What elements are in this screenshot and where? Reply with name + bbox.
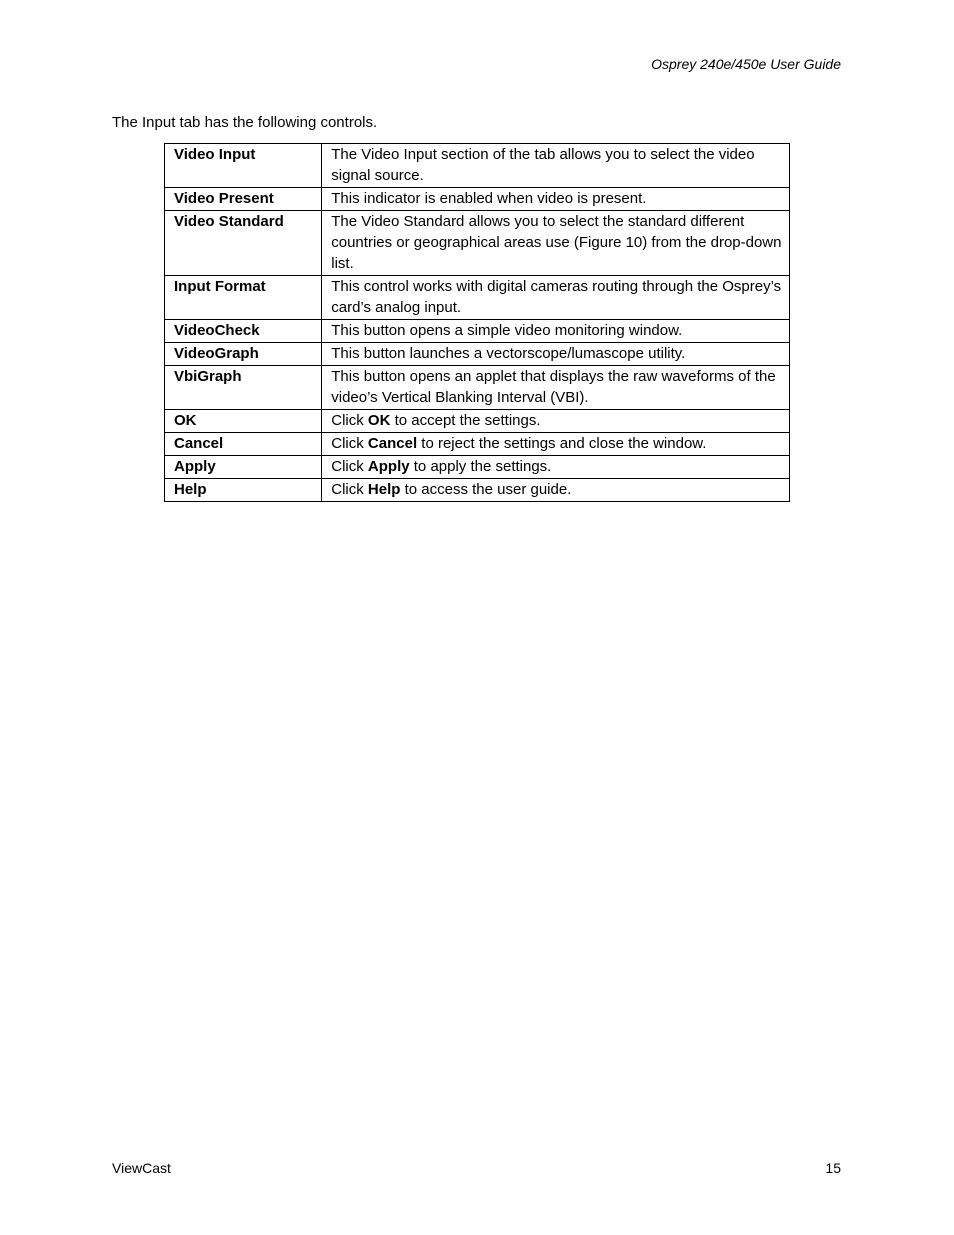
control-description [322, 276, 790, 320]
control-description [322, 211, 790, 276]
table-row [165, 366, 790, 410]
description-text: The Video Standard allows you to select the standard different countries or geographical areas use (Figure 10) from the drop-down list. [331, 213, 782, 272]
control-name: Video Standard [165, 211, 322, 276]
control-name: Help [165, 479, 322, 502]
description-text: Click [331, 435, 368, 452]
description-text: Click [331, 412, 368, 429]
control-name: OK [165, 410, 322, 433]
description-bold-term: Help [367, 481, 401, 498]
table-row [165, 320, 790, 343]
description-text: This button opens a simple video monitoring window. [331, 322, 683, 339]
control-name: Apply [165, 456, 322, 479]
description-text-end: to apply the settings. [409, 458, 552, 475]
control-name: Video Present [165, 188, 322, 211]
table-row [165, 433, 790, 456]
control-description [322, 433, 790, 456]
description-text: This control works with digital cameras routing through the Osprey’s card’s analog input. [331, 278, 782, 316]
intro-paragraph: The Input tab has the following controls. [112, 114, 378, 131]
description-text-end: to access the user guide. [400, 481, 572, 498]
control-description [322, 343, 790, 366]
description-text: This button launches a vectorscope/lumascope utility. [331, 345, 686, 362]
controls-table [164, 143, 790, 502]
description-text: This indicator is enabled when video is present. [331, 190, 647, 207]
controls-table-body [165, 144, 790, 502]
table-row [165, 188, 790, 211]
control-description [322, 366, 790, 410]
table-row [165, 211, 790, 276]
table-row [165, 410, 790, 433]
control-name: VideoCheck [165, 320, 322, 343]
control-description [322, 320, 790, 343]
footer-company: ViewCast [112, 1160, 171, 1176]
control-name: Video Input [165, 144, 322, 188]
page-number: 15 [825, 1160, 841, 1176]
description-text: Click [331, 458, 368, 475]
table-row [165, 479, 790, 502]
description-bold-term: OK [367, 412, 391, 429]
table-row [165, 343, 790, 366]
table-row [165, 276, 790, 320]
control-name: Cancel [165, 433, 322, 456]
description-text-end: to reject the settings and close the window. [417, 435, 707, 452]
control-name: VideoGraph [165, 343, 322, 366]
control-description [322, 456, 790, 479]
description-text: Click [331, 481, 368, 498]
control-description [322, 410, 790, 433]
description-text: This button opens an applet that displays the raw waveforms of the video’s Vertical Blanking Interval (VBI). [331, 368, 776, 406]
description-bold-term: Cancel [367, 435, 418, 452]
control-name: Input Format [165, 276, 322, 320]
running-header: Osprey 240e/450e User Guide [651, 56, 841, 72]
description-text-end: to accept the settings. [390, 412, 541, 429]
control-name: VbiGraph [165, 366, 322, 410]
description-text: The Video Input section of the tab allows you to select the video signal source. [331, 146, 755, 184]
description-bold-term: Apply [367, 458, 410, 475]
table-row [165, 144, 790, 188]
table-row [165, 456, 790, 479]
control-description [322, 188, 790, 211]
control-description [322, 479, 790, 502]
control-description [322, 144, 790, 188]
